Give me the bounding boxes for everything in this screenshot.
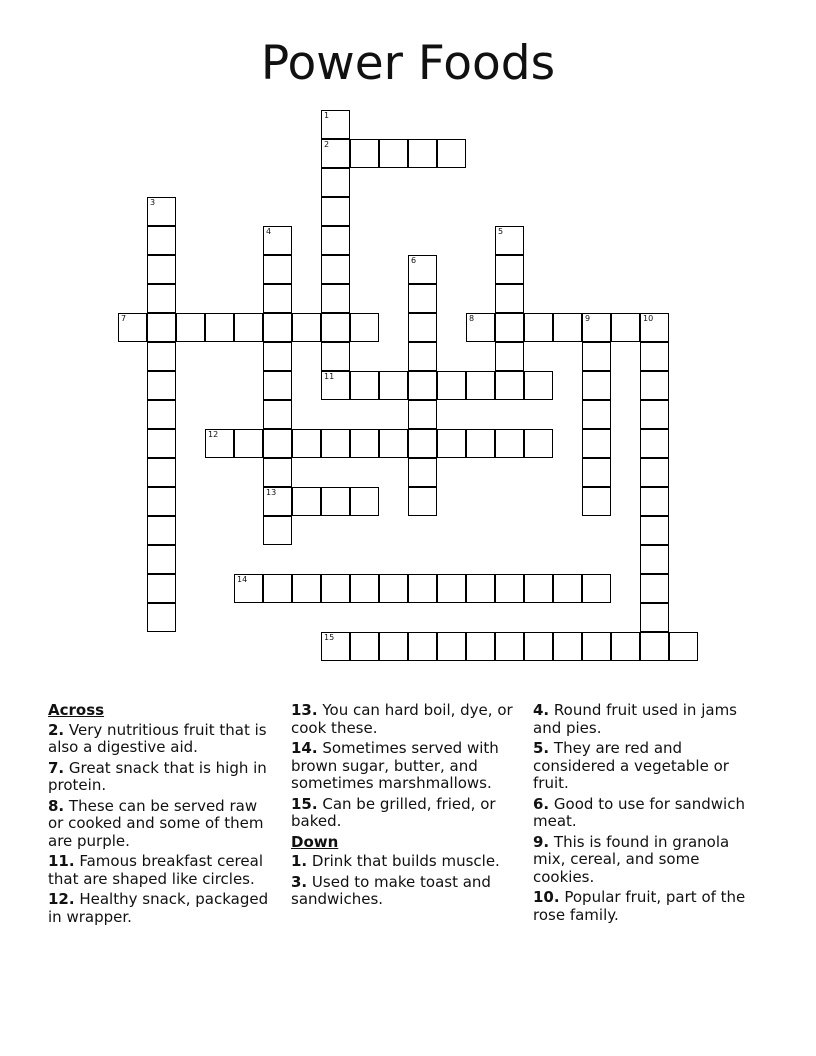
grid-cell[interactable] bbox=[640, 545, 669, 574]
grid-cell[interactable] bbox=[147, 545, 176, 574]
grid-cell[interactable] bbox=[263, 458, 292, 487]
grid-cell[interactable] bbox=[495, 284, 524, 313]
grid-cell[interactable] bbox=[408, 139, 437, 168]
clue-number-label: 9 bbox=[585, 314, 591, 323]
clue-across-7 bbox=[48, 760, 273, 795]
grid-cell[interactable] bbox=[408, 313, 437, 342]
clue-number-label: 1 bbox=[324, 111, 330, 120]
clue-column-2 bbox=[291, 702, 519, 912]
grid-cell[interactable] bbox=[263, 371, 292, 400]
grid-cell[interactable] bbox=[321, 255, 350, 284]
grid-cell[interactable] bbox=[408, 400, 437, 429]
grid-cell[interactable] bbox=[379, 632, 408, 661]
grid-cell[interactable] bbox=[263, 284, 292, 313]
clue-text: This is found in granola mix, cereal, and some cookies. bbox=[533, 832, 730, 886]
clue-across-14 bbox=[291, 740, 519, 793]
grid-cell[interactable] bbox=[321, 139, 350, 168]
clue-column-1 bbox=[48, 702, 273, 929]
clue-down-3 bbox=[291, 874, 519, 909]
clue-across-12 bbox=[48, 891, 273, 926]
grid-cell[interactable] bbox=[408, 632, 437, 661]
clue-number-label: 15 bbox=[324, 633, 335, 642]
grid-cell[interactable] bbox=[350, 371, 379, 400]
clue-text: Used to make toast and sandwiches. bbox=[291, 872, 491, 908]
grid-cell[interactable] bbox=[118, 313, 147, 342]
clue-down-1 bbox=[291, 853, 519, 871]
grid-cell[interactable] bbox=[495, 574, 524, 603]
clue-number-label: 12 bbox=[208, 430, 219, 439]
grid-cell[interactable] bbox=[147, 313, 176, 342]
grid-cell[interactable] bbox=[640, 458, 669, 487]
grid-cell[interactable] bbox=[234, 313, 263, 342]
grid-cell[interactable] bbox=[640, 400, 669, 429]
grid-cell[interactable] bbox=[640, 429, 669, 458]
grid-cell[interactable] bbox=[640, 487, 669, 516]
grid-cell[interactable] bbox=[321, 168, 350, 197]
grid-cell[interactable] bbox=[321, 371, 350, 400]
grid-cell[interactable] bbox=[350, 574, 379, 603]
clue-column-3 bbox=[533, 702, 765, 927]
clue-number: 9. bbox=[533, 832, 550, 851]
grid-cell[interactable] bbox=[582, 342, 611, 371]
clue-text: You can hard boil, dye, or cook these. bbox=[291, 701, 513, 737]
clue-down-6 bbox=[533, 796, 765, 831]
grid-cell[interactable] bbox=[582, 458, 611, 487]
clue-text: Can be grilled, fried, or baked. bbox=[291, 794, 496, 830]
clue-number: 10. bbox=[533, 888, 560, 906]
clue-down-9 bbox=[533, 834, 765, 887]
grid-cell[interactable] bbox=[350, 313, 379, 342]
clue-text: Sometimes served with brown sugar, butter, and sometimes marshmallows. bbox=[291, 739, 499, 792]
grid-cell[interactable] bbox=[553, 632, 582, 661]
grid-cell[interactable] bbox=[263, 487, 292, 516]
grid-cell[interactable] bbox=[147, 458, 176, 487]
grid-cell[interactable] bbox=[292, 574, 321, 603]
clue-number-label: 10 bbox=[643, 314, 654, 323]
clue-number-label: 7 bbox=[121, 314, 127, 323]
grid-cell[interactable] bbox=[582, 574, 611, 603]
grid-cell[interactable] bbox=[640, 342, 669, 371]
grid-cell[interactable] bbox=[408, 429, 437, 458]
grid-cell[interactable] bbox=[524, 371, 553, 400]
grid-cell[interactable] bbox=[611, 313, 640, 342]
grid-cell[interactable] bbox=[582, 371, 611, 400]
clue-text: Great snack that is high in protein. bbox=[48, 758, 267, 794]
grid-cell[interactable] bbox=[350, 487, 379, 516]
grid-cell[interactable] bbox=[408, 458, 437, 487]
grid-cell[interactable] bbox=[147, 255, 176, 284]
clue-text: They are red and considered a vegetable or fruit. bbox=[533, 739, 729, 792]
grid-cell[interactable] bbox=[582, 400, 611, 429]
grid-cell[interactable] bbox=[147, 400, 176, 429]
grid-cell[interactable] bbox=[582, 313, 611, 342]
puzzle-title: Power Foods bbox=[260, 36, 556, 91]
clue-number-label: 8 bbox=[469, 314, 475, 323]
grid-cell[interactable] bbox=[466, 313, 495, 342]
grid-cell[interactable] bbox=[379, 139, 408, 168]
grid-cell[interactable] bbox=[234, 574, 263, 603]
grid-cell[interactable] bbox=[321, 342, 350, 371]
clue-text: Good to use for sandwich meat. bbox=[533, 794, 745, 830]
clue-number: 1. bbox=[291, 852, 308, 870]
across-heading: Across bbox=[48, 701, 105, 719]
grid-cell[interactable] bbox=[640, 603, 669, 632]
clue-number: 4. bbox=[533, 701, 550, 719]
grid-cell[interactable] bbox=[321, 284, 350, 313]
grid-cell[interactable] bbox=[292, 487, 321, 516]
grid-cell[interactable] bbox=[408, 342, 437, 371]
grid-cell[interactable] bbox=[147, 603, 176, 632]
clue-text: These can be served raw or cooked and some of them are purple. bbox=[48, 796, 264, 850]
grid-cell[interactable] bbox=[321, 226, 350, 255]
grid-cell[interactable] bbox=[147, 342, 176, 371]
grid-cell[interactable] bbox=[263, 255, 292, 284]
grid-cell[interactable] bbox=[437, 574, 466, 603]
grid-cell[interactable] bbox=[147, 197, 176, 226]
clue-number: 3. bbox=[291, 872, 308, 891]
clue-number: 5. bbox=[533, 739, 550, 757]
grid-cell[interactable] bbox=[640, 371, 669, 400]
clue-number: 6. bbox=[533, 794, 550, 813]
grid-cell[interactable] bbox=[234, 429, 263, 458]
grid-cell[interactable] bbox=[408, 574, 437, 603]
grid-cell[interactable] bbox=[582, 487, 611, 516]
grid-cell[interactable] bbox=[205, 313, 234, 342]
grid-cell[interactable] bbox=[437, 632, 466, 661]
grid-cell[interactable] bbox=[263, 342, 292, 371]
grid-cell[interactable] bbox=[379, 429, 408, 458]
grid-cell[interactable] bbox=[640, 632, 669, 661]
clue-number: 15. bbox=[291, 794, 318, 813]
grid-cell[interactable] bbox=[495, 313, 524, 342]
grid-cell[interactable] bbox=[640, 574, 669, 603]
clue-text: Famous breakfast cereal that are shaped like circles. bbox=[48, 852, 263, 888]
grid-cell[interactable] bbox=[147, 429, 176, 458]
grid-cell[interactable] bbox=[466, 632, 495, 661]
grid-cell[interactable] bbox=[379, 574, 408, 603]
clue-across-2 bbox=[48, 722, 273, 757]
grid-cell[interactable] bbox=[524, 574, 553, 603]
clue-number-label: 5 bbox=[498, 227, 504, 236]
clue-down-5 bbox=[533, 740, 765, 793]
grid-cell[interactable] bbox=[495, 429, 524, 458]
clue-down-4 bbox=[533, 702, 765, 737]
clue-text: Round fruit used in jams and pies. bbox=[533, 701, 737, 737]
grid-cell[interactable] bbox=[263, 429, 292, 458]
grid-cell[interactable] bbox=[379, 371, 408, 400]
clue-number-label: 6 bbox=[411, 256, 417, 265]
grid-cell[interactable] bbox=[321, 574, 350, 603]
grid-cell[interactable] bbox=[147, 516, 176, 545]
grid-cell[interactable] bbox=[350, 632, 379, 661]
clue-across-15 bbox=[291, 796, 519, 831]
grid-cell[interactable] bbox=[524, 632, 553, 661]
grid-cell[interactable] bbox=[640, 313, 669, 342]
grid-cell[interactable] bbox=[495, 632, 524, 661]
grid-cell[interactable] bbox=[524, 429, 553, 458]
grid-cell[interactable] bbox=[495, 342, 524, 371]
clue-across-8 bbox=[48, 798, 273, 851]
grid-cell[interactable] bbox=[437, 371, 466, 400]
grid-cell[interactable] bbox=[292, 313, 321, 342]
grid-cell[interactable] bbox=[408, 255, 437, 284]
clue-down-10 bbox=[533, 889, 765, 924]
clue-number-label: 14 bbox=[237, 575, 248, 584]
clue-across-13 bbox=[291, 702, 519, 737]
grid-cell[interactable] bbox=[669, 632, 698, 661]
grid-cell[interactable] bbox=[437, 139, 466, 168]
grid-cell[interactable] bbox=[321, 313, 350, 342]
grid-cell[interactable] bbox=[640, 516, 669, 545]
clue-number: 11. bbox=[48, 852, 75, 870]
grid-cell[interactable] bbox=[408, 371, 437, 400]
grid-cell[interactable] bbox=[553, 313, 582, 342]
clue-number-label: 4 bbox=[266, 227, 272, 236]
grid-cell[interactable] bbox=[466, 429, 495, 458]
clue-text: Drink that builds muscle. bbox=[311, 852, 500, 870]
clue-number-label: 3 bbox=[150, 198, 156, 207]
grid-cell[interactable] bbox=[263, 516, 292, 545]
clue-number-label: 11 bbox=[324, 372, 335, 381]
grid-cell[interactable] bbox=[524, 313, 553, 342]
grid-cell[interactable] bbox=[466, 371, 495, 400]
grid-cell[interactable] bbox=[582, 632, 611, 661]
grid-cell[interactable] bbox=[147, 226, 176, 255]
grid-cell[interactable] bbox=[408, 284, 437, 313]
clue-number: 8. bbox=[48, 796, 65, 815]
grid-cell[interactable] bbox=[263, 574, 292, 603]
grid-cell[interactable] bbox=[321, 632, 350, 661]
grid-cell[interactable] bbox=[466, 574, 495, 603]
grid-cell[interactable] bbox=[408, 487, 437, 516]
grid-cell[interactable] bbox=[553, 574, 582, 603]
grid-cell[interactable] bbox=[350, 429, 379, 458]
grid-cell[interactable] bbox=[147, 371, 176, 400]
grid-cell[interactable] bbox=[263, 226, 292, 255]
grid-cell[interactable] bbox=[263, 313, 292, 342]
clue-number-label: 2 bbox=[324, 140, 330, 149]
grid-cell[interactable] bbox=[437, 429, 466, 458]
clue-text: Very nutritious fruit that is also a digestive aid. bbox=[48, 720, 267, 756]
clue-number: 2. bbox=[48, 720, 65, 739]
grid-cell[interactable] bbox=[292, 429, 321, 458]
grid-cell[interactable] bbox=[263, 400, 292, 429]
clue-number: 13. bbox=[291, 701, 318, 719]
grid-cell[interactable] bbox=[495, 371, 524, 400]
clue-number-label: 13 bbox=[266, 488, 277, 497]
grid-cell[interactable] bbox=[350, 139, 379, 168]
grid-cell[interactable] bbox=[495, 226, 524, 255]
grid-cell[interactable] bbox=[176, 313, 205, 342]
grid-cell[interactable] bbox=[205, 429, 234, 458]
grid-cell[interactable] bbox=[147, 284, 176, 313]
grid-cell[interactable] bbox=[582, 429, 611, 458]
clue-text: Healthy snack, packaged in wrapper. bbox=[48, 890, 269, 926]
grid-cell[interactable] bbox=[321, 429, 350, 458]
grid-cell[interactable] bbox=[495, 255, 524, 284]
grid-cell[interactable] bbox=[611, 632, 640, 661]
grid-cell[interactable] bbox=[321, 197, 350, 226]
grid-cell[interactable] bbox=[321, 110, 350, 139]
grid-cell[interactable] bbox=[147, 487, 176, 516]
clue-text: Popular fruit, part of the rose family. bbox=[533, 888, 746, 924]
clue-number: 7. bbox=[48, 758, 65, 777]
grid-cell[interactable] bbox=[321, 487, 350, 516]
grid-cell[interactable] bbox=[147, 574, 176, 603]
clue-number: 12. bbox=[48, 890, 75, 908]
clue-number: 14. bbox=[291, 739, 318, 757]
clue-across-11 bbox=[48, 853, 273, 888]
down-heading: Down bbox=[291, 832, 339, 851]
